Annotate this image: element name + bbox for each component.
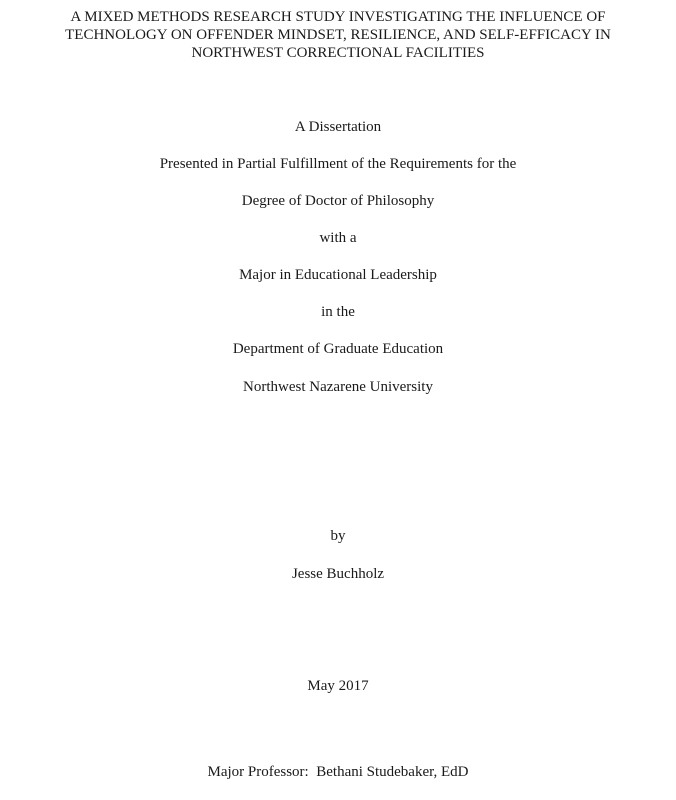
major-professor-line [0, 763, 676, 781]
major-line: Major in Educational Leadership [239, 267, 437, 283]
major-professor-name: Bethani Studebaker, EdD [316, 764, 469, 780]
title-line-3: NORTHWEST CORRECTIONAL FACILITIES [191, 45, 485, 61]
department-line: Department of Graduate Education [232, 341, 444, 357]
document-type: A Dissertation [294, 119, 382, 135]
author-name: Jesse Buchholz [291, 566, 385, 582]
by-line: by [330, 528, 346, 544]
university-line: Northwest Nazarene University [243, 379, 433, 395]
dissertation-title [0, 8, 676, 62]
with-a-line: with a [319, 230, 357, 246]
degree-line: Degree of Doctor of Philosophy [241, 193, 435, 209]
title-line-1: A MIXED METHODS RESEARCH STUDY INVESTIGATING THE INFLUENCE OF [70, 9, 606, 25]
presented-statement: Presented in Partial Fulfillment of the Requirements for the [159, 156, 517, 172]
title-line-2: TECHNOLOGY ON OFFENDER MINDSET, RESILIENCE, AND SELF-EFFICACY IN [65, 27, 611, 43]
submission-date: May 2017 [307, 678, 369, 694]
major-professor-label: Major Professor: [207, 764, 309, 780]
in-the-line: in the [321, 304, 355, 320]
